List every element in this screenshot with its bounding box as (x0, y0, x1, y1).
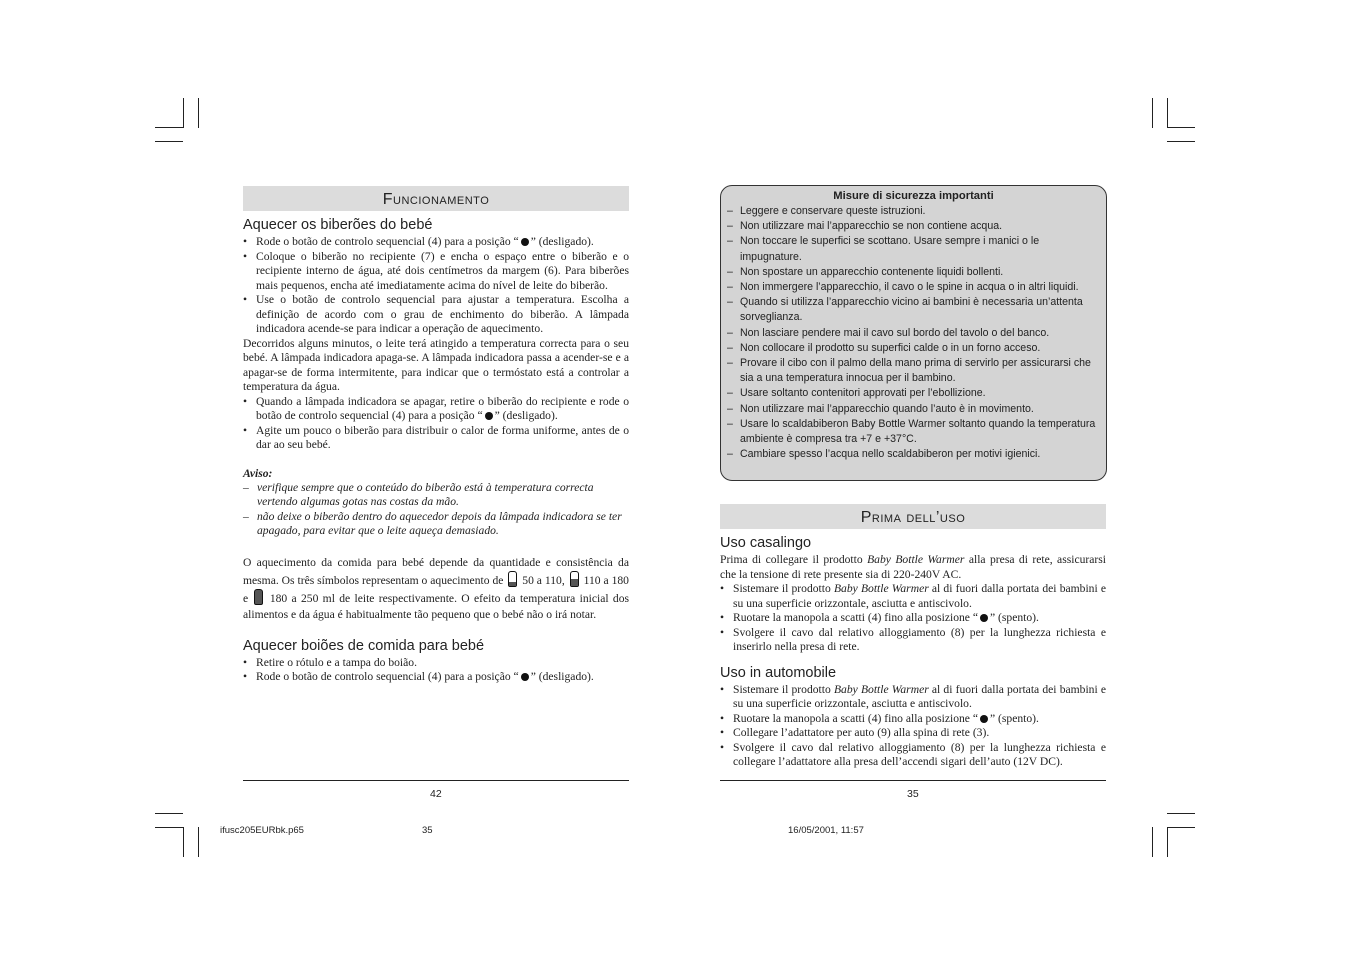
off-dot-icon (521, 238, 529, 246)
safety-title: Misure di sicurezza importanti (833, 190, 994, 202)
food-paragraph: O aquecimento da comida para bebé depende da quantidade e consistência da mesma. Os três símbolos representam o aquecimento de 50 a 110, 110 a 180 e 180 a 250 ml de leite respectivamente. O efeito da temperatura inicial dos alimentos e da água é habitualmente tão pequeno que o bebé não o irá notar. (243, 555, 630, 622)
bullet-list (720, 582, 1106, 655)
footer-datetime: 16/05/2001, 11:57 (788, 825, 864, 836)
subheading-uso-casalingo: Uso casalingo (720, 535, 812, 551)
list-item: – Usare lo scaldabiberon Baby Bottle Warmer soltanto quando la temperatura ambiente è compresa tra +7 e +37°C. (727, 417, 1100, 447)
list-item: – Non lasciare pendere mai il cavo sul bordo del tavolo o del banco. (727, 326, 1100, 341)
list-item: • Ruotare la manopola a scatti (4) fino alla posizione “ ” (spento). (720, 712, 1106, 727)
section-title-funcionamento: Funcionamento (243, 186, 629, 211)
list-item: – Non immergere l’apparecchio, il cavo o le spine in acqua o in altri liquidi. (727, 280, 1100, 295)
off-dot-icon (521, 673, 529, 681)
list-item: – Leggere e conservare queste istruzioni. (727, 204, 1100, 219)
bullet-list (243, 395, 629, 453)
list-item: • Svolgere il cavo dal relativo alloggiamento (8) per la lunghezza richiesta e collegare l’adattatore alla presa dell’accendi sigari dell’auto (12V DC). (720, 741, 1106, 770)
bottle-half-icon (570, 571, 579, 587)
list-item: • Ruotare la manopola a scatti (4) fino alla posizione “ ” (spento). (720, 611, 1106, 626)
safety-list (721, 204, 1106, 462)
page-number-right: 35 (907, 788, 919, 800)
bottle-low-icon (508, 571, 517, 587)
subheading-boioes: Aquecer boiões de comida para bebé (243, 637, 485, 654)
list-item: • Sistemare il prodotto Baby Bottle Warmer al di fuori dalla portata dei bambini e su una superficie orizzontale, asciutta e antiscivolo. (720, 683, 1106, 712)
safety-box (720, 185, 1107, 481)
list-item: – Non utilizzare mai l’apparecchio se non contiene acqua. (727, 219, 1100, 234)
bullet-list (720, 683, 1106, 770)
list-item: • Quando a lâmpada indicadora se apagar, retire o biberão do recipiente e rode o botão de controlo sequencial (4) para a posição “ ” (desligado). (243, 395, 629, 424)
list-item: • Svolgere il cavo dal relativo alloggiamento (8) per la lunghezza richiesta e inserirlo nella presa di rete. (720, 626, 1106, 655)
off-dot-icon (485, 412, 493, 420)
page-rule (720, 780, 1106, 781)
right-page (720, 504, 1106, 770)
list-item: • Rode o botão de controlo sequencial (4) para a posição “ ” (desligado). (243, 670, 629, 685)
list-item: • Coloque o biberão no recipiente (7) e encha o espaço entre o biberão e o recipiente interno de água, até dois centímetros da margem (6). Para biberões mais pequenos, encha até imediatamente acima do nível de leite do biberão. (243, 250, 629, 294)
off-dot-icon (980, 614, 988, 622)
section-title-prima-uso: Prima dell’uso (720, 504, 1106, 529)
footer-filename: ifusc205EURbk.p65 (220, 825, 304, 836)
off-dot-icon (980, 715, 988, 723)
warning-title: Aviso: (243, 466, 273, 480)
list-item: – Non collocare il prodotto su superfici calde o in un forno acceso. (727, 341, 1100, 356)
page-number-left: 42 (430, 788, 442, 800)
bullet-list (243, 235, 629, 337)
list-item: – Non toccare le superfici se scottano. Usare sempre i manici o le impugnature. (727, 234, 1100, 264)
list-item: • Rode o botão de controlo sequencial (4) para a posição “ ” (desligado). (243, 235, 629, 250)
list-item: – Cambiare spesso l’acqua nello scaldabiberon per motivi igienici. (727, 447, 1100, 462)
page-rule (243, 780, 629, 781)
list-item: – Non utilizzare mai l’apparecchio quando l’auto è in movimento. (727, 402, 1100, 417)
footer-page: 35 (422, 825, 433, 836)
list-item: • Use o botão de controlo sequencial para ajustar a temperatura. Escolha a definição de acordo com o grau de enchimento do biberão. A lâmpada indicadora acende-se para indicar a operação de aquecimento. (243, 293, 629, 337)
left-page (243, 186, 629, 685)
list-item: – Provare il cibo con il palmo della mano prima di servirlo per assicurarsi che sia a una temperatura innocua per il bambino. (727, 356, 1100, 386)
intro-paragraph: Prima di collegare il prodotto Baby Bottle Warmer alla presa di rete, assicurarsi che la tensione di rete presente sia di 220-240V AC. (720, 553, 1106, 581)
list-item: – Non spostare un apparecchio contenente liquidi bollenti. (727, 265, 1100, 280)
list-item: – verifique sempre que o conteúdo do biberão está à temperatura correcta vertendo algumas gotas nas costas da mão. (243, 481, 629, 510)
subheading-biberoes: Aquecer os biberões do bebé (243, 217, 433, 233)
list-item: – Quando si utilizza l’apparecchio vicino ai bambini è necessaria un’attenta sorveglianza. (727, 295, 1100, 325)
list-item: • Agite um pouco o biberão para distribuir o calor de forma uniforme, antes de o dar ao seu bebé. (243, 424, 629, 453)
warning-list (243, 481, 629, 539)
bottle-full-icon (254, 589, 263, 605)
list-item: • Collegare l’adattatore per auto (9) alla spina di rete (3). (720, 726, 1106, 741)
subheading-uso-auto: Uso in automobile (720, 664, 837, 681)
list-item: – Usare soltanto contenitori approvati per l’ebollizione. (727, 386, 1100, 401)
paragraph: Decorridos alguns minutos, o leite terá atingido a temperatura correcta para o seu bebé. A lâmpada indicadora apaga-se. A lâmpada indicadora passa a acender-se e a apagar-se de forma intermitente, para indicar que o termóstato está a controlar a temperatura da água. (243, 336, 629, 393)
list-item: • Sistemare il prodotto Baby Bottle Warmer al di fuori dalla portata dei bambini e su una superficie orizzontale, asciutta e antiscivolo. (720, 582, 1106, 611)
bullet-list (243, 656, 629, 685)
list-item: • Retire o rótulo e a tampa do boião. (243, 656, 629, 671)
list-item: – não deixe o biberão dentro do aquecedor depois da lâmpada indicadora se ter apagado, para evitar que o leite aqueça demasiado. (243, 510, 629, 539)
